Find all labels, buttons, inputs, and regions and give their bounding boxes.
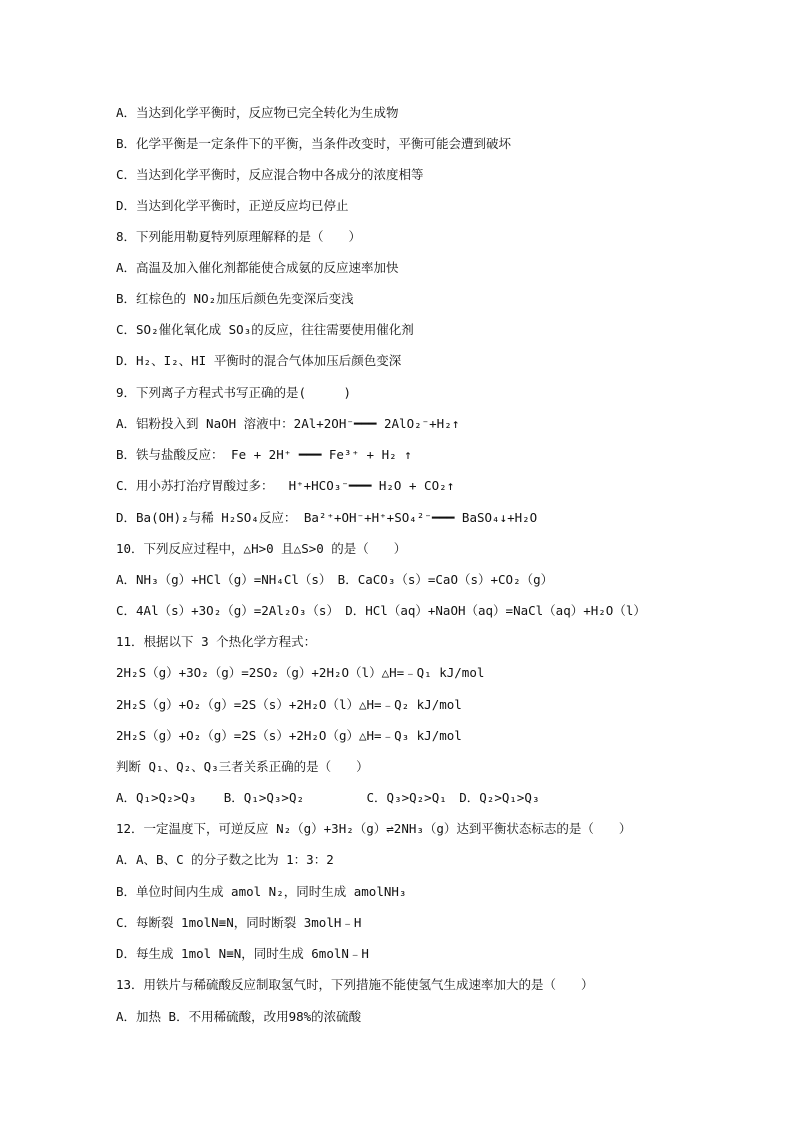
q12-option-a: A．A、B、C 的分子数之比为 1：3：2	[116, 852, 334, 867]
q10-options-cd: C．4Al（s）+3O₂（g）=2Al₂O₃（s） D．HCl（aq）+NaOH（aq）=NaCl（aq）+H₂O（l）	[116, 603, 646, 618]
q11-equation-3: 2H₂S（g）+O₂（g）=2S（s）+2H₂O（g）△H=﹣Q₃ kJ/mol	[116, 728, 462, 743]
q9-option-a: A．铝粉投入到 NaOH 溶液中：2Al+2OH⁻━━━ 2AlO₂⁻+H₂↑	[116, 416, 460, 431]
q9-option-b: B．铁与盐酸反应： Fe + 2H⁺ ━━━ Fe³⁺ + H₂ ↑	[116, 447, 412, 462]
q12-option-d: D．每生成 1mol N≡N，同时生成 6molN﹣H	[116, 946, 369, 961]
q11-options: A．Q₁>Q₂>Q₃ B．Q₁>Q₃>Q₂ C．Q₃>Q₂>Q₁ D．Q₂>Q₁>Q₃	[116, 790, 540, 805]
q7-option-d: D．当达到化学平衡时，正逆反应均已停止	[116, 198, 349, 213]
question-11: 11．根据以下 3 个热化学方程式：	[116, 634, 317, 649]
q7-option-c: C．当达到化学平衡时，反应混合物中各成分的浓度相等	[116, 167, 424, 182]
q12-option-c: C．每断裂 1molN≡N，同时断裂 3molH﹣H	[116, 915, 362, 930]
question-12: 12．一定温度下，可逆反应 N₂（g）+3H₂（g）⇌2NH₃（g）达到平衡状态标志的是（ ）	[116, 821, 632, 836]
q8-option-b: B．红棕色的 NO₂加压后颜色先变深后变浅	[116, 291, 354, 306]
question-8: 8．下列能用勒夏特列原理解释的是（ ）	[116, 229, 362, 244]
q9-option-d: D．Ba(OH)₂与稀 H₂SO₄反应： Ba²⁺+OH⁻+H⁺+SO₄²⁻━━━ BaSO₄↓+H₂O	[116, 510, 538, 525]
q11-equation-1: 2H₂S（g）+3O₂（g）=2SO₂（g）+2H₂O（l）△H=﹣Q₁ kJ/mol	[116, 665, 485, 680]
q11-equation-2: 2H₂S（g）+O₂（g）=2S（s）+2H₂O（l）△H=﹣Q₂ kJ/mol	[116, 697, 462, 712]
q11-stem: 判断 Q₁、Q₂、Q₃三者关系正确的是（ ）	[116, 759, 369, 774]
q12-option-b: B．单位时间内生成 amol N₂，同时生成 amolNH₃	[116, 884, 407, 899]
q8-option-d: D．H₂、I₂、HI 平衡时的混合气体加压后颜色变深	[116, 353, 402, 368]
q13-option-ab: A．加热 B．不用稀硫酸，改用98%的浓硫酸	[116, 1009, 362, 1024]
question-13: 13．用铁片与稀硫酸反应制取氢气时，下列措施不能使氢气生成速率加大的是（ ）	[116, 977, 594, 992]
question-10: 10．下列反应过程中，△H>0 且△S>0 的是（ ）	[116, 541, 407, 556]
question-9: 9．下列离子方程式书写正确的是( )	[116, 385, 352, 400]
q9-option-c: C．用小苏打治疗胃酸过多： H⁺+HCO₃⁻━━━ H₂O + CO₂↑	[116, 478, 455, 493]
q8-option-a: A．高温及加入催化剂都能使合成氨的反应速率加快	[116, 260, 399, 275]
q10-options-ab: A．NH₃（g）+HCl（g）=NH₄Cl（s） B．CaCO₃（s）=CaO（s）+CO₂（g）	[116, 572, 554, 587]
q7-option-a: A．当达到化学平衡时，反应物已完全转化为生成物	[116, 105, 399, 120]
q7-option-b: B．化学平衡是一定条件下的平衡，当条件改变时，平衡可能会遭到破坏	[116, 136, 512, 151]
q8-option-c: C．SO₂催化氧化成 SO₃的反应，往往需要使用催化剂	[116, 322, 414, 337]
